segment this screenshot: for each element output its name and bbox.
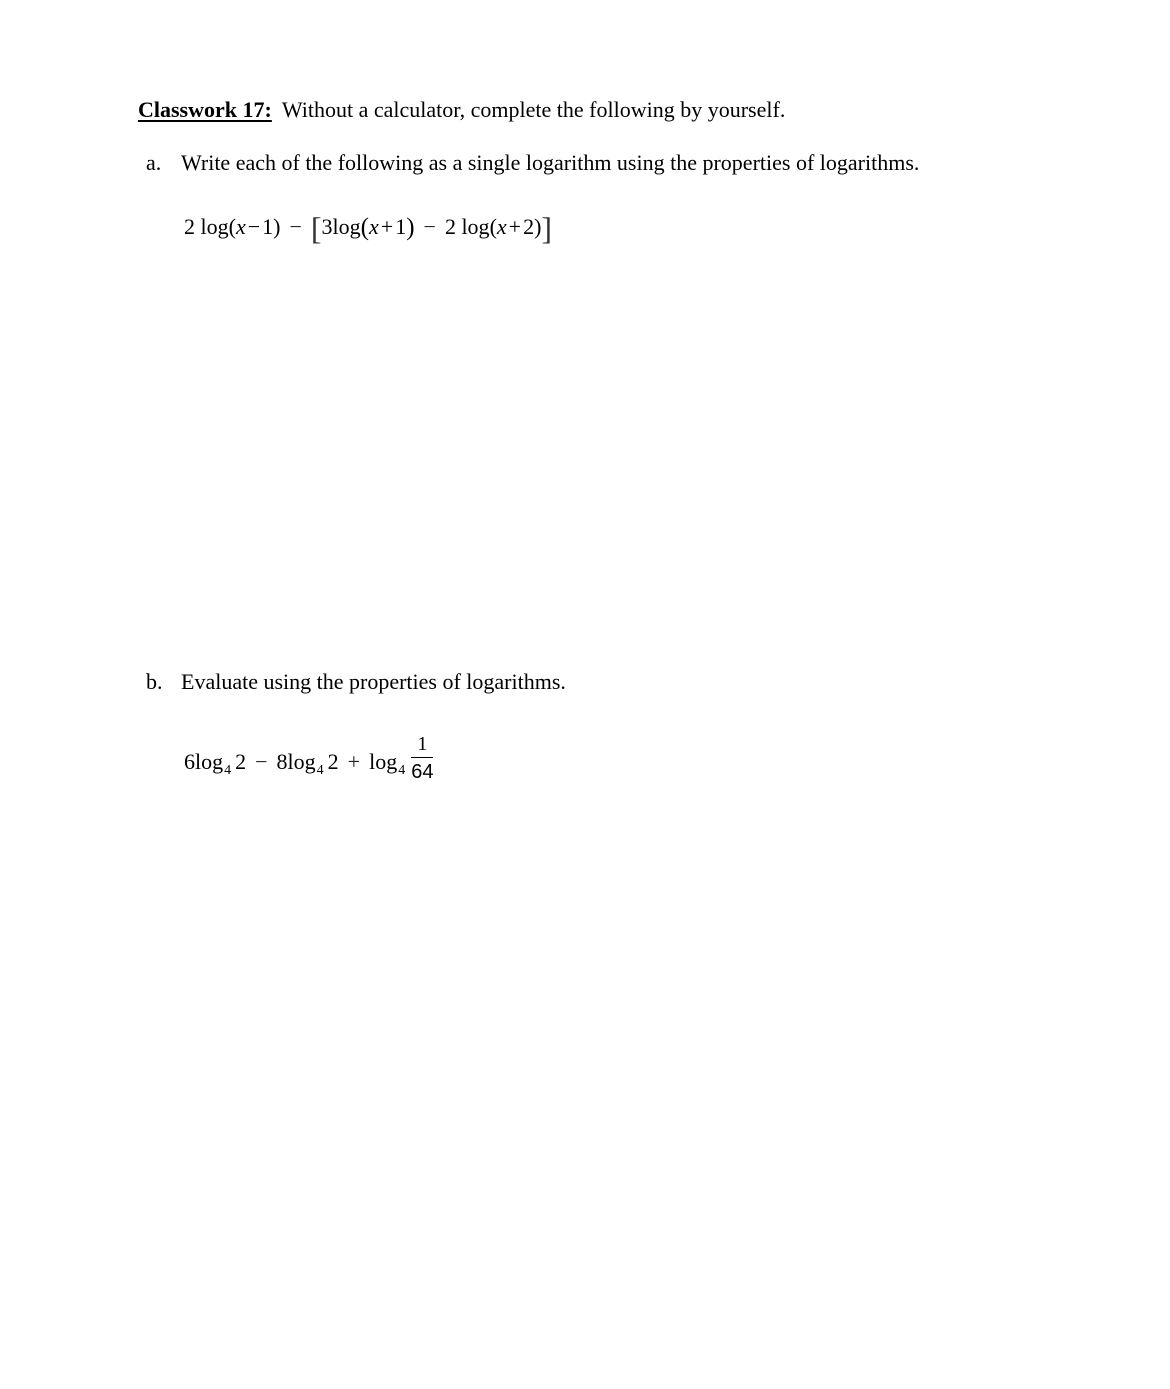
b-term2-base: 4 xyxy=(316,763,324,779)
term1-open-paren: ( xyxy=(228,214,236,239)
term2-coefficient: 3 xyxy=(321,214,333,239)
b-minus-sign: − xyxy=(255,749,268,775)
term2-open-paren: ( xyxy=(360,214,369,241)
fraction-numerator: 1 xyxy=(411,734,433,758)
term3-operator: + xyxy=(508,214,522,239)
term2-operator: + xyxy=(380,214,394,239)
b-term1-coefficient: 6 xyxy=(184,749,195,775)
b-term1-log: log xyxy=(195,749,224,775)
term1-variable: x xyxy=(235,214,246,239)
b-term2-argument: 2 xyxy=(327,749,339,775)
term1-log: log xyxy=(200,214,229,239)
term3-number: 2 xyxy=(523,214,535,239)
term2-close-paren: ) xyxy=(406,214,415,241)
classwork-instruction: Without a calculator, complete the following by yourself. xyxy=(281,97,786,122)
question-a-text: Write each of the following as a single logarithm using the properties of logarithms. xyxy=(181,150,920,175)
term1-coefficient: 2 xyxy=(184,214,195,239)
term3-log: log xyxy=(461,214,490,239)
b-term3-log: log xyxy=(369,749,398,775)
classwork-heading xyxy=(138,97,785,123)
term2-number: 1 xyxy=(395,214,407,239)
b-term2-coefficient: 8 xyxy=(276,749,288,775)
question-b-text: Evaluate using the properties of logarithms. xyxy=(181,669,566,694)
term1-number: 1 xyxy=(262,214,274,239)
b-term2-log: log xyxy=(287,749,316,775)
question-b-letter: b. xyxy=(146,669,163,694)
b-term3-base: 4 xyxy=(398,763,406,779)
minus-sign-2: − xyxy=(423,214,436,239)
term1-close-paren: ) xyxy=(273,214,281,239)
fraction-denominator: 64 xyxy=(411,761,434,783)
minus-sign-1: − xyxy=(289,214,302,239)
term3-coefficient: 2 xyxy=(444,214,456,239)
term3-variable: x xyxy=(496,214,507,239)
term2-variable: x xyxy=(369,214,379,239)
question-a-letter: a. xyxy=(146,150,162,175)
question-b-expression xyxy=(184,733,434,788)
classwork-label: Classwork 17: xyxy=(138,97,272,122)
term3-close-paren: ) xyxy=(534,214,542,239)
b-term1-base: 4 xyxy=(224,763,232,779)
b-term1-argument: 2 xyxy=(235,749,247,775)
b-term3-fraction xyxy=(411,734,433,782)
b-plus-sign: + xyxy=(347,749,361,775)
term3-open-paren: ( xyxy=(489,214,497,239)
term1-operator: − xyxy=(247,214,261,239)
left-bracket: [ xyxy=(310,210,322,246)
term2-log: log xyxy=(332,214,361,239)
question-a-expression xyxy=(184,212,552,244)
right-bracket: ] xyxy=(541,210,553,246)
